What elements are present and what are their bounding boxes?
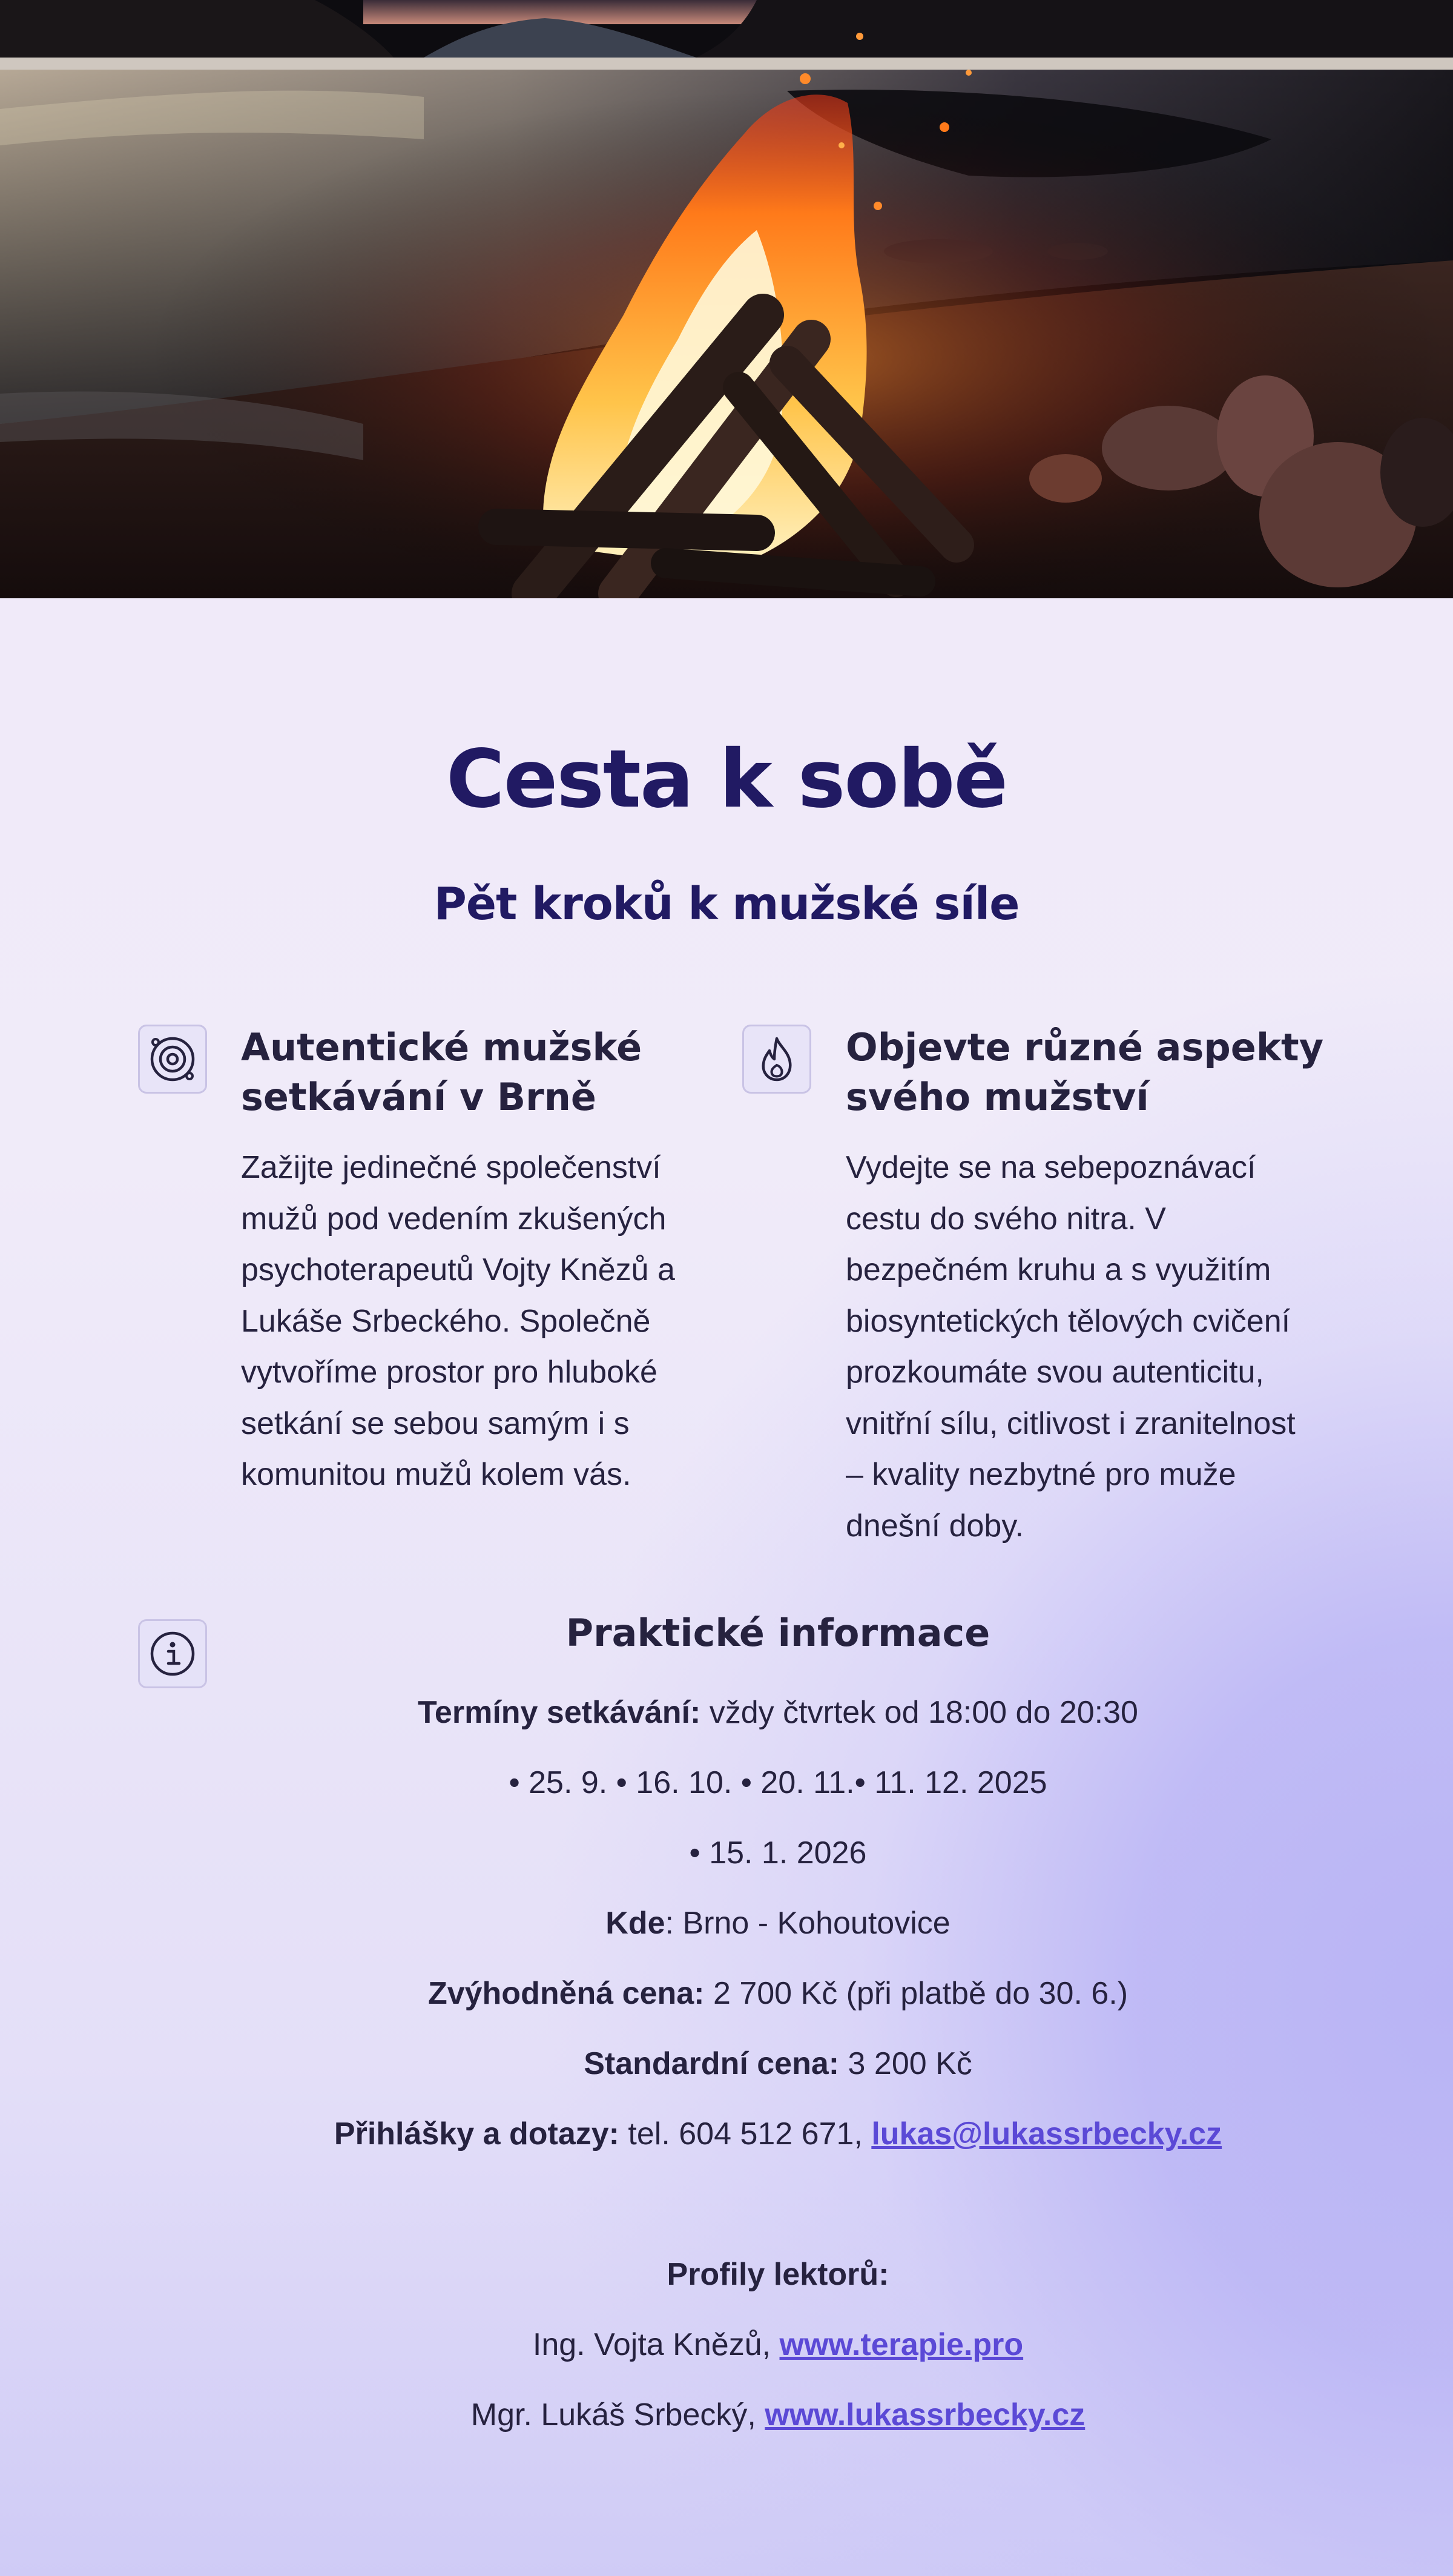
page-title: Cesta k sobě bbox=[446, 733, 1007, 826]
info-where: Kde: Brno - Kohoutovice bbox=[605, 1906, 951, 1941]
info-icon-box bbox=[138, 1619, 207, 1688]
feature-icon-box-2 bbox=[742, 1025, 811, 1094]
page-subtitle: Pět kroků k mužské síle bbox=[433, 878, 1020, 930]
hero-image bbox=[0, 0, 1453, 598]
feature-icon-box-1 bbox=[138, 1025, 207, 1094]
info-dates-2: • 15. 1. 2026 bbox=[689, 1835, 867, 1871]
info-icon bbox=[147, 1628, 198, 1679]
info-lector-2: Mgr. Lukáš Srbecký, www.lukassrbecky.cz bbox=[470, 2397, 1086, 2432]
info-lector-1: Ing. Vojta Knězů, www.terapie.pro bbox=[532, 2327, 1024, 2362]
feature-title-1: Autentické mužské setkávání v Brně bbox=[241, 1025, 642, 1119]
feature-text-1: Zažijte jedinečné společenství mužů pod vedením zkušených psychoterapeutů Vojty Knězů a Lukáše Srbeckého. Společně vytvoříme prostor pro hluboké setkání se sebou samým i s komunitou mužů kolem vás. bbox=[241, 1150, 675, 1492]
info-contact: Přihlášky a dotazy: tel. 604 512 671, lukas@lukassrbecky.cz bbox=[334, 2116, 1222, 2152]
target-circles-icon bbox=[147, 1034, 198, 1085]
feature-title-2: Objevte různé aspekty svého mužství bbox=[846, 1025, 1324, 1119]
info-title: Praktické informace bbox=[565, 1611, 990, 1655]
info-terms: Termíny setkávání: vždy čtvrtek od 18:00 do 20:30 bbox=[418, 1695, 1138, 1730]
feature-text-2: Vydejte se na sebepoznávací cestu do svého nitra. V bezpečném kruhu a s využitím biosyntetických tělových cvičení prozkoumáte svou autenticitu, vnitřní sílu, citlivost i zranitelnost – kvality nezbytné pro muže dnešní doby. bbox=[846, 1150, 1296, 1544]
info-profiles-label: Profily lektorů: bbox=[667, 2257, 889, 2292]
info-standard-price: Standardní cena: 3 200 Kč bbox=[584, 2046, 972, 2081]
flame-icon bbox=[751, 1034, 802, 1085]
info-dates-1: • 25. 9. • 16. 10. • 20. 11.• 11. 12. 2025 bbox=[509, 1765, 1047, 1800]
lector-2-link[interactable]: www.lukassrbecky.cz bbox=[765, 2397, 1086, 2432]
contact-email-link[interactable]: lukas@lukassrbecky.cz bbox=[871, 2116, 1222, 2152]
info-discount-price: Zvýhodněná cena: 2 700 Kč (při platbě do 30. 6.) bbox=[427, 1976, 1128, 2011]
campfire-by-lake-photo bbox=[0, 0, 1453, 598]
lector-1-link[interactable]: www.terapie.pro bbox=[779, 2327, 1024, 2362]
